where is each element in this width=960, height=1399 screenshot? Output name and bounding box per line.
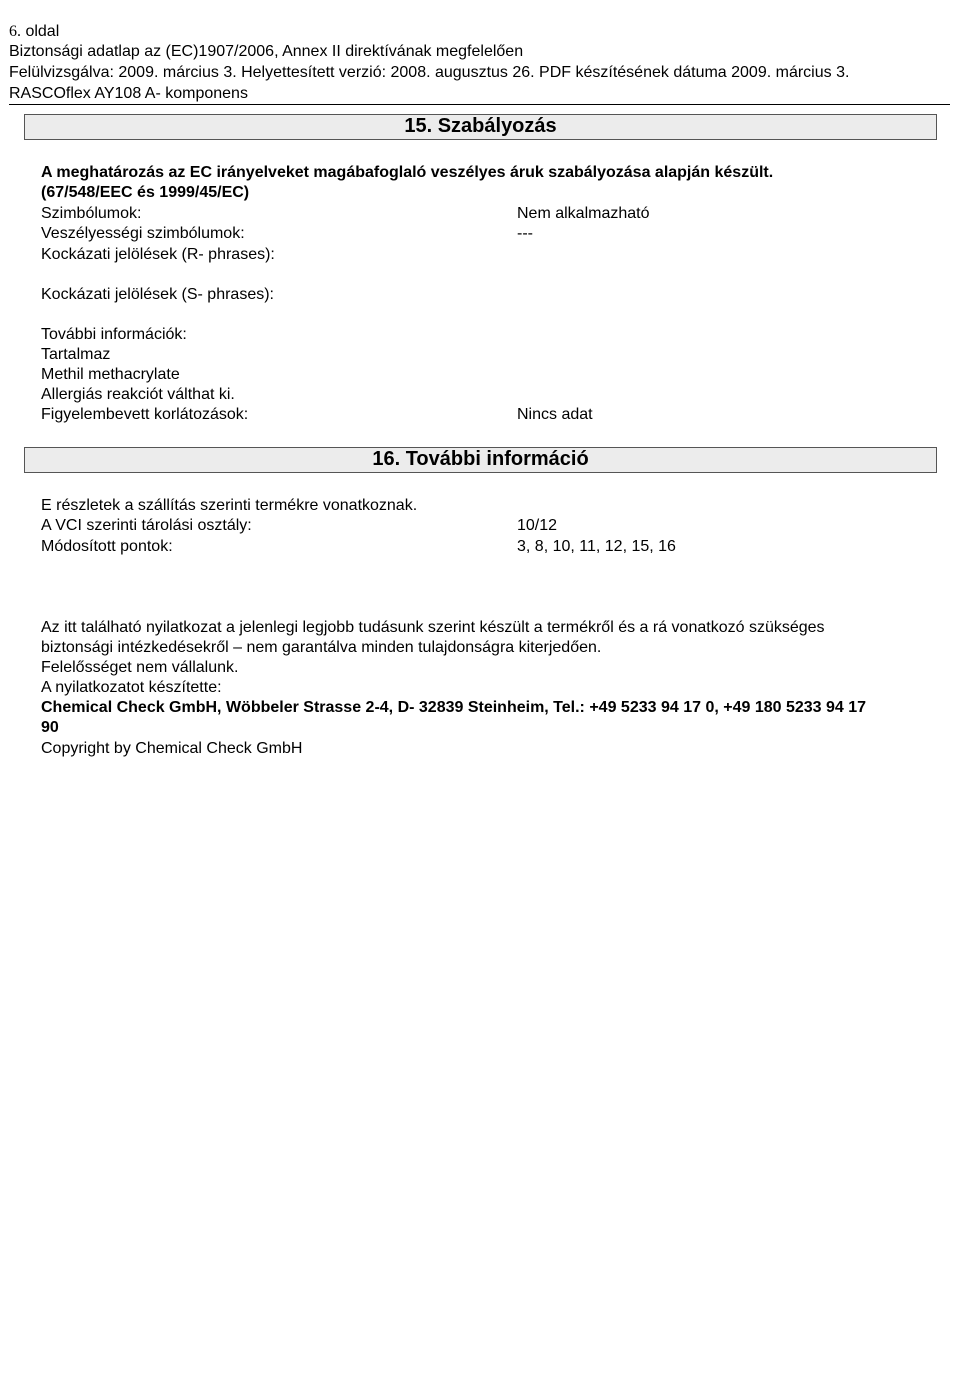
disclaimer-line2: biztonsági intézkedésekről – nem garantálva minden tulajdonságra kiterjedően.: [41, 639, 602, 656]
author-label: A nyilatkozatot készítette:: [41, 679, 222, 696]
header-divider: [9, 104, 950, 105]
s-phrases-label: Kockázati jelölések (S- phrases):: [41, 286, 274, 303]
transport-details: E részletek a szállítás szerinti termékre vonatkoznak.: [41, 497, 418, 514]
restrictions-value: Nincs adat: [517, 406, 593, 423]
modified-points-label: Módosított pontok:: [41, 538, 173, 555]
r-phrases-label: Kockázati jelölések (R- phrases):: [41, 246, 275, 263]
product-name: RASCOflex AY108 A- komponens: [9, 85, 248, 102]
hazard-symbols-value: ---: [517, 225, 533, 242]
copyright: Copyright by Chemical Check GmbH: [41, 740, 303, 757]
disclaimer-line1: Az itt található nyilatkozat a jelenlegi legjobb tudásunk szerint készült a termékről és a rá vonatkozó szükséges: [41, 619, 825, 636]
section-15-intro-line1: A meghatározás az EC irányelveket magábafoglaló veszélyes áruk szabályozása alapján készült.: [41, 164, 774, 181]
page-number: 6.: [9, 23, 21, 40]
document-title: Biztonsági adatlap az (EC)1907/2006, Annex II direktívának megfelelően: [9, 43, 524, 60]
section-15-intro-line2: (67/548/EEC és 1999/45/EC): [41, 184, 250, 201]
liability-note: Felelősséget nem vállalunk.: [41, 659, 239, 676]
further-info-label: További információk:: [41, 326, 187, 343]
modified-points-value: 3, 8, 10, 11, 12, 15, 16: [517, 538, 676, 555]
allergy-note: Allergiás reakciót válthat ki.: [41, 386, 235, 403]
revision-line: Felülvizsgálva: 2009. március 3. Helyettesített verzió: 2008. augusztus 26. PDF készítésének dátuma 2009. március 3.: [9, 64, 850, 81]
vci-class-value: 10/12: [517, 517, 558, 534]
author-address-line1: Chemical Check GmbH, Wöbbeler Strasse 2-4, D- 32839 Steinheim, Tel.: +49 5233 94 17 0, +49 180 5233 94 17: [41, 699, 867, 716]
author-address-line2: 90: [41, 719, 59, 736]
vci-class-label: A VCI szerinti tárolási osztály:: [41, 517, 252, 534]
section-15-heading: 15. Szabályozás: [24, 114, 937, 140]
page-word: oldal: [25, 23, 60, 40]
restrictions-label: Figyelembevett korlátozások:: [41, 406, 249, 423]
page-number-line: [9, 22, 59, 42]
symbols-value: Nem alkalmazható: [517, 205, 650, 222]
substance-name: Methil methacrylate: [41, 366, 180, 383]
hazard-symbols-label: Veszélyességi szimbólumok:: [41, 225, 245, 242]
symbols-label: Szimbólumok:: [41, 205, 142, 222]
section-16-heading: 16. További információ: [24, 447, 937, 473]
contains-label: Tartalmaz: [41, 346, 111, 363]
